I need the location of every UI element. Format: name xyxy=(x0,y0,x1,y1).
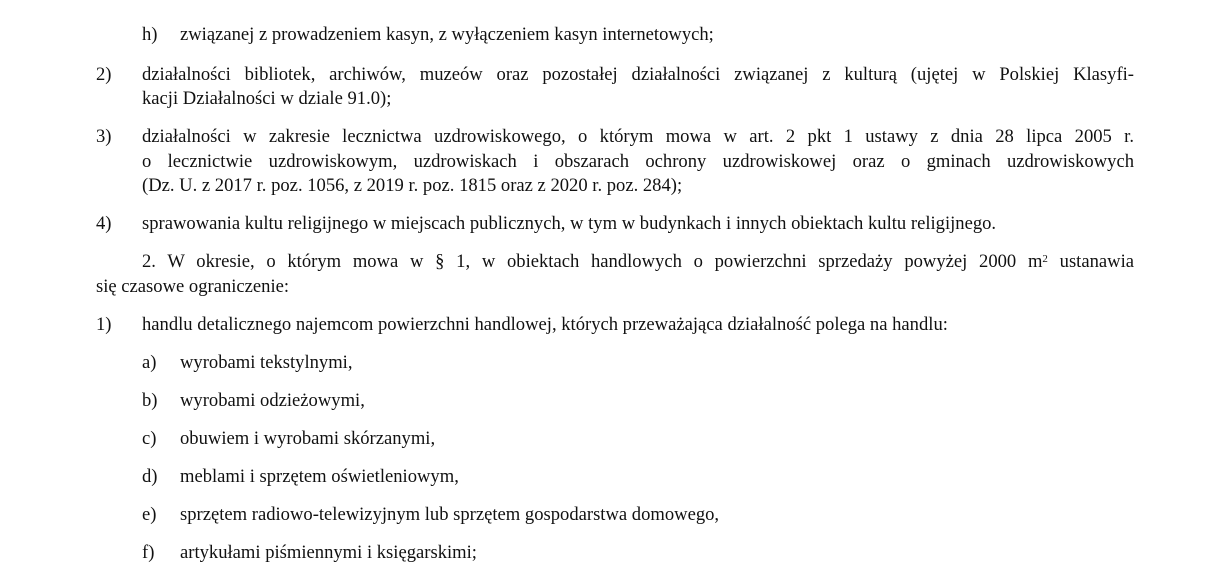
subitem-a-text: wyrobami tekstylnymi, xyxy=(180,352,353,373)
subitem-b-text: wyrobami odzieżowymi, xyxy=(180,390,365,411)
list-1-text: handlu detalicznego najemcom powierzchni handlowej, których przeważająca działalność polega na handlu: xyxy=(142,314,948,335)
section-2-text-after: ustanawia xyxy=(1047,251,1134,272)
item-3-line-3: (Dz. U. z 2017 r. poz. 1056, z 2019 r. poz. 1815 oraz z 2020 r. poz. 284); xyxy=(142,175,683,196)
item-3-marker: 3) xyxy=(96,126,112,147)
item-2-marker: 2) xyxy=(96,64,112,85)
section-2-text-before: 2. W okresie, o którym mowa w § 1, w obiektach handlowych o powierzchni sprzedaży powyżej 2000 m xyxy=(142,251,1043,272)
subitem-e-marker: e) xyxy=(142,504,157,525)
item-2-line-2: kacji Działalności w dziale 91.0); xyxy=(142,88,392,109)
list-1-marker: 1) xyxy=(96,314,112,335)
section-2-line-2: się czasowe ograniczenie: xyxy=(96,276,290,297)
subitem-d-text: meblami i sprzętem oświetleniowym, xyxy=(180,466,459,487)
superscript-2: 2 xyxy=(1042,253,1048,265)
item-3-line-2: o lecznictwie uzdrowiskowym, uzdrowiskach i obszarach ochrony uzdrowiskowej oraz o gminach uzdrowiskowych xyxy=(142,151,1134,172)
subitem-d-marker: d) xyxy=(142,466,158,487)
item-h-marker: h) xyxy=(142,24,158,45)
subitem-c-marker: c) xyxy=(142,428,157,449)
subitem-f-marker: f) xyxy=(142,542,155,563)
subitem-e-text: sprzętem radiowo-telewizyjnym lub sprzętem gospodarstwa domowego, xyxy=(180,504,720,525)
item-h-text: związanej z prowadzeniem kasyn, z wyłączeniem kasyn internetowych; xyxy=(180,24,714,45)
item-4-marker: 4) xyxy=(96,213,112,234)
subitem-f-text: artykułami piśmiennymi i księgarskimi; xyxy=(180,542,477,563)
item-3-line-1: działalności w zakresie lecznictwa uzdrowiskowego, o którym mowa w art. 2 pkt 1 ustawy z dnia 28 lipca 2005 r. xyxy=(142,126,1134,147)
subitem-a-marker: a) xyxy=(142,352,157,373)
section-2-line-1 xyxy=(142,251,1134,273)
subitem-b-marker: b) xyxy=(142,390,158,411)
subitem-c-text: obuwiem i wyrobami skórzanymi, xyxy=(180,428,436,449)
item-2-line-1: działalności bibliotek, archiwów, muzeów oraz pozostałej działalności związanej z kulturą (ujętej w Polskiej Klasyfi- xyxy=(142,64,1134,85)
item-4-text: sprawowania kultu religijnego w miejscach publicznych, w tym w budynkach i innych obiektach kultu religijnego. xyxy=(142,213,997,234)
